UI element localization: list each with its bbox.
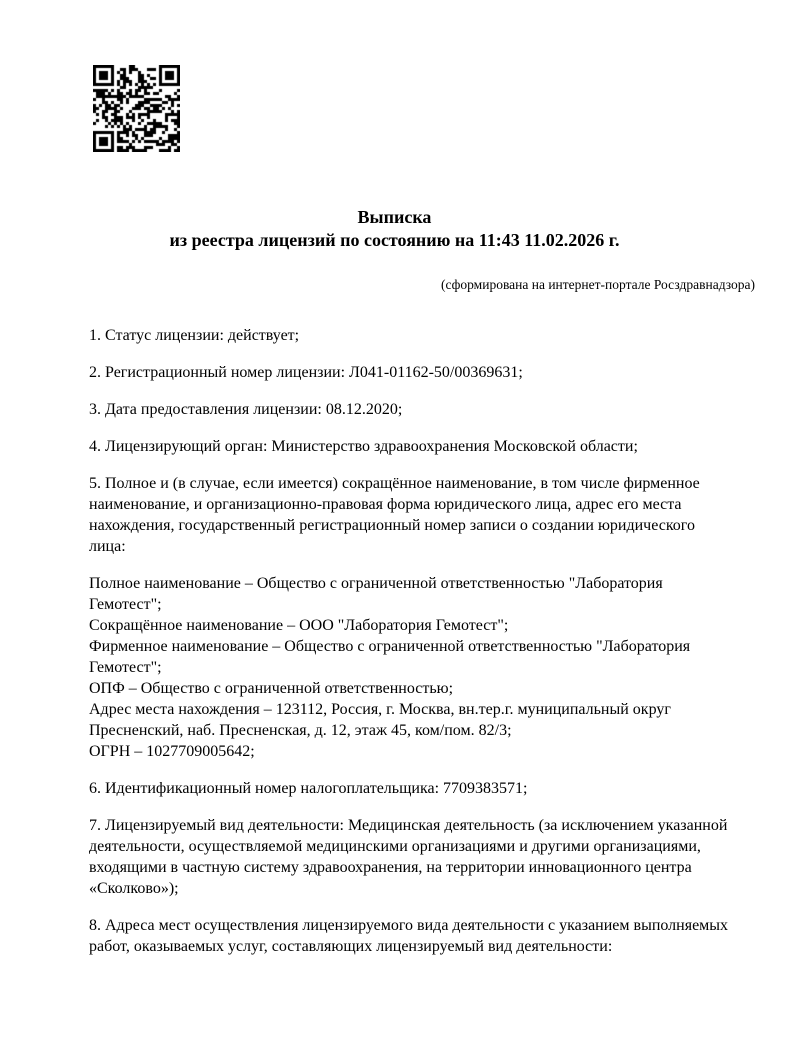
document-title bbox=[0, 206, 789, 252]
item-name-intro: 5. Полное и (в случае, если имеется) сокращённое наименование, в том числе фирменное наименование, и организационно-правовая форма юридического лица, адрес его места нахождения, государственный регистрационный номер записи о создании юридического лица: bbox=[89, 475, 700, 555]
item-grant-date: 3. Дата предоставления лицензии: 08.12.2020; bbox=[89, 401, 403, 418]
entity-address: Адрес места нахождения – 123112, Россия, г. Москва, вн.тер.г. муниципальный округ Пресненский, наб. Пресненская, д. 12, этаж 45, ком/пом. 82/3; bbox=[89, 701, 671, 739]
item-licensing-authority: 4. Лицензирующий орган: Министерство здравоохранения Московской области; bbox=[89, 438, 638, 455]
item-inn: 6. Идентификационный номер налогоплательщика: 7709383571; bbox=[89, 780, 528, 797]
entity-details-block bbox=[89, 573, 729, 762]
entity-brand-name: Фирменное наименование – Общество с ограниченной ответственностью "Лаборатория Гемотест"; bbox=[89, 638, 691, 676]
entity-opf: ОПФ – Общество с ограниченной ответственностью; bbox=[89, 680, 454, 697]
item-licensed-activity: 7. Лицензируемый вид деятельности: Медицинская деятельность (за исключением указанной деятельности, осуществляемой медицинскими организациями и другими организациями, входящими в частную систему здравоохранения, на территории инновационного центра «Сколково»); bbox=[89, 817, 728, 897]
qr-code-icon bbox=[93, 65, 180, 152]
title-line-2: из реестра лицензий по состоянию на 11:43 11.02.2026 г. bbox=[169, 230, 620, 250]
title-line-1: Выписка bbox=[357, 207, 432, 227]
generated-note: (сформирована на интернет-портале Росздравнадзора) bbox=[440, 277, 755, 292]
document-body bbox=[89, 325, 729, 957]
entity-ogrn: ОГРН – 1027709005642; bbox=[89, 743, 255, 760]
item-license-status: 1. Статус лицензии: действует; bbox=[89, 327, 300, 344]
item-addresses-intro: 8. Адреса мест осуществления лицензируемого вида деятельности с указанием выполняемых работ, оказываемых услуг, составляющих лицензируемый вид деятельности: bbox=[89, 917, 729, 955]
item-registration-number: 2. Регистрационный номер лицензии: Л041-01162-50/00369631; bbox=[89, 364, 523, 381]
entity-short-name: Сокращённое наименование – ООО "Лаборатория Гемотест"; bbox=[89, 617, 509, 634]
entity-full-name: Полное наименование – Общество с ограниченной ответственностью "Лаборатория Гемотест"; bbox=[89, 575, 663, 613]
